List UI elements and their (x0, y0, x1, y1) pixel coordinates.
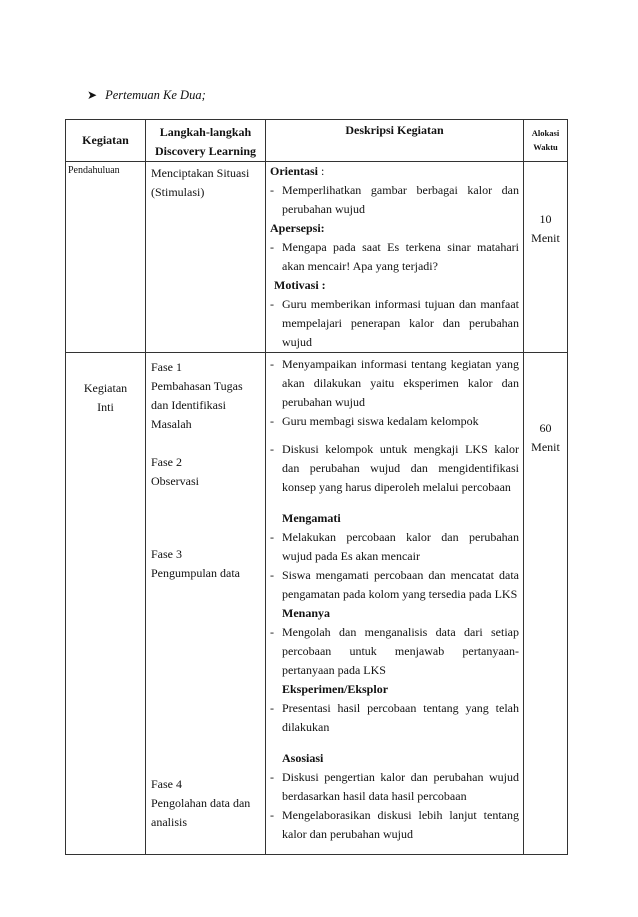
list-item (270, 355, 519, 412)
header-alokasi-line2: Waktu (533, 142, 558, 152)
cell-kegiatan-pendahuluan: Pendahuluan (66, 162, 146, 353)
menanya-label: Menanya (282, 606, 330, 620)
cell-langkah-inti (146, 353, 266, 855)
table-header-row (66, 120, 568, 162)
fase-line: Fase 3 (151, 547, 182, 561)
alokasi-unit: Menit (531, 231, 560, 245)
orientasi-label: Orientasi (270, 164, 318, 178)
fase-line: analisis (151, 815, 187, 829)
list-item-text: Mengelaborasikan diskusi lebih lanjut tentang kalor dan perubahan wujud (282, 808, 519, 841)
cell-alokasi-pendahuluan (524, 162, 568, 353)
bullet-dash: - (270, 568, 274, 582)
header-kegiatan: Kegiatan (66, 120, 146, 162)
list-item (270, 238, 519, 276)
alokasi-value: 10 (539, 212, 552, 226)
list-item-text: Mengapa pada saat Es terkena sinar matahari akan mencair! Apa yang terjadi? (282, 240, 519, 273)
list-item-text: Memperlihatkan gambar berbagai kalor dan perubahan wujud (282, 183, 519, 216)
fase1-block (151, 358, 261, 434)
list-item-text: Presentasi hasil percobaan tentang yang telah dilakukan (282, 701, 519, 734)
header-alokasi (524, 120, 568, 162)
fase-line: dan Identifikasi (151, 398, 226, 412)
bullet-dash: - (270, 240, 274, 254)
table-row-inti (66, 353, 568, 855)
langkah-line: (Stimulasi) (151, 185, 205, 199)
arrow-bullet-icon: ➤ (87, 88, 98, 102)
fase-line: Fase 4 (151, 777, 182, 791)
list-item-text: Guru memberikan informasi tujuan dan manfaat mempelajari penerapan kalor dan perubahan wujud (282, 297, 519, 349)
list-item (270, 806, 519, 844)
list-item-text: Diskusi pengertian kalor dan perubahan wujud berdasarkan hasil data hasil percobaan (282, 770, 519, 803)
list-item (270, 768, 519, 806)
bullet-dash: - (270, 414, 274, 428)
fase-line: Pengumpulan data (151, 566, 240, 580)
list-item-text: Menyampaikan informasi tentang kegiatan yang akan dilakukan yaitu eksperimen kalor dan perubahan wujud (282, 357, 519, 409)
apersepsi-label: Apersepsi: (270, 221, 325, 235)
bullet-dash: - (270, 808, 274, 822)
kegiatan-line: Inti (97, 400, 114, 414)
list-item-text: Melakukan percobaan kalor dan perubahan wujud pada Es akan mencair (282, 530, 519, 563)
list-item (270, 566, 519, 604)
orientasi-suffix: : (318, 164, 325, 178)
fase3-block (151, 545, 261, 583)
heading-text: Pertemuan Ke Dua; (105, 88, 206, 102)
fase-line: Fase 1 (151, 360, 182, 374)
cell-deskripsi-pendahuluan (266, 162, 524, 353)
fase-line: Pembahasan Tugas (151, 379, 243, 393)
eksperimen-label: Eksperimen/Eksplor (282, 682, 389, 696)
orientasi-heading (270, 162, 519, 181)
list-item-text: Diskusi kelompok untuk mengkaji LKS kalor dan perubahan wujud dan mengidentifikasi konsep yang harus diperoleh melalui percobaan (282, 442, 519, 494)
header-langkah-line2: Discovery Learning (155, 144, 256, 158)
bullet-dash: - (270, 357, 274, 371)
list-item (270, 412, 519, 431)
bullet-dash: - (270, 297, 274, 311)
bullet-dash: - (270, 625, 274, 639)
mengamati-label: Mengamati (282, 511, 341, 525)
alokasi-unit: Menit (531, 440, 560, 454)
fase-line: Fase 2 (151, 455, 182, 469)
header-langkah (146, 120, 266, 162)
langkah-line: Menciptakan Situasi (151, 166, 250, 180)
header-alokasi-line1: Alokasi (531, 128, 560, 138)
list-item-text: Mengolah dan menganalisis data dari setiap percobaan untuk menjawab pertanyaan-pertanyaan pada LKS (282, 625, 519, 677)
fase-line: Observasi (151, 474, 199, 488)
fase-line: Masalah (151, 417, 192, 431)
activity-table (65, 119, 568, 855)
bullet-dash: - (270, 442, 274, 456)
section-heading (87, 88, 206, 103)
asosiasi-label: Asosiasi (282, 751, 324, 765)
motivasi-label: Motivasi : (274, 278, 326, 292)
bullet-dash: - (270, 770, 274, 784)
kegiatan-line: Kegiatan (83, 381, 128, 395)
list-item (270, 440, 519, 497)
cell-langkah-pendahuluan (146, 162, 266, 353)
list-item (270, 528, 519, 566)
bullet-dash: - (270, 701, 274, 715)
alokasi-value: 60 (539, 421, 552, 435)
header-langkah-line1: Langkah-langkah (159, 125, 252, 139)
cell-kegiatan-inti (66, 353, 146, 855)
bullet-dash: - (270, 530, 274, 544)
cell-deskripsi-inti (266, 353, 524, 855)
list-item (270, 295, 519, 352)
list-item (270, 181, 519, 219)
header-deskripsi: Deskripsi Kegiatan (266, 120, 524, 162)
bullet-dash: - (270, 183, 274, 197)
list-item-text: Guru membagi siswa kedalam kelompok (282, 414, 479, 428)
fase-line: Pengolahan data dan (151, 796, 251, 810)
fase2-block (151, 453, 261, 491)
list-item-text: Siswa mengamati percobaan dan mencatat data pengamatan pada kolom yang tersedia pada LKS (282, 568, 519, 601)
list-item (270, 623, 519, 680)
fase4-block (151, 775, 261, 832)
cell-alokasi-inti (524, 353, 568, 855)
list-item (270, 699, 519, 737)
table-row-pendahuluan (66, 162, 568, 353)
